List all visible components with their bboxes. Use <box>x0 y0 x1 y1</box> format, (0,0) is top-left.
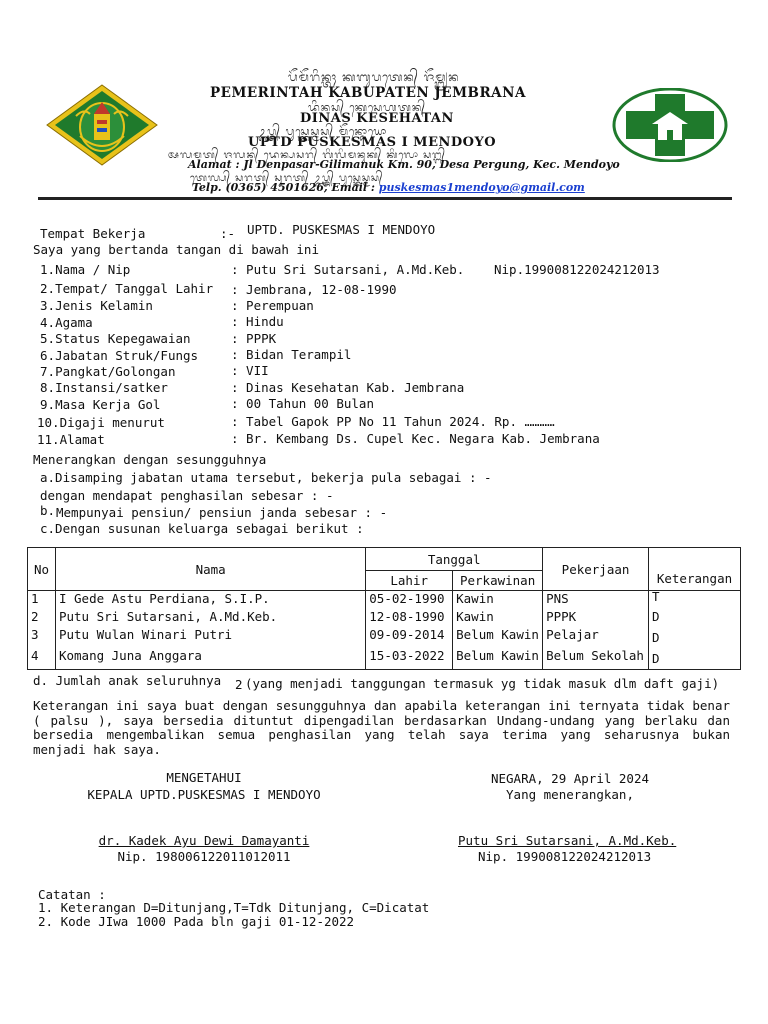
field-value-nip: Nip.199008122024212013 <box>494 262 660 277</box>
letterhead-balinese-line-2: ᬤᬶᬦᬲ᭄ ᬓᬾᬲᬾᬳᬢᬦ᭄ <box>308 101 427 114</box>
table-row <box>28 627 741 648</box>
field-value-instansi: : Dinas Kesehatan Kab. Jembrana <box>231 380 465 395</box>
statement-b-letter: b. <box>40 503 56 518</box>
field-label: Status Kepegawaian <box>55 331 191 346</box>
table-row <box>28 591 741 610</box>
cell-no: 3 <box>28 627 56 648</box>
field-label: Nama / Nip <box>55 262 131 277</box>
field-value-status: : PPPK <box>231 331 277 346</box>
field-number: 1. <box>40 262 56 277</box>
right-signature-name: Putu Sri Sutarsani, A.Md.Keb. <box>458 833 677 848</box>
field-label: Instansi/satker <box>55 380 168 395</box>
field-value-masa-kerja: : 00 Tahun 00 Bulan <box>231 396 374 411</box>
family-table <box>27 547 741 670</box>
letterhead-balinese-line-3: ᬉᬧ᭄ᬢ᭄ᬤ᭄ ᬧᬸᬲ᭄ᬓᬾᬲ᭄ᬫᬲ᭄ ᬫᭂᬦ᭄ᬤᭀᬬᭀ <box>258 125 388 138</box>
letterhead-contact <box>192 181 585 194</box>
cell-lahir: 15-03-2022 <box>366 648 453 670</box>
field-row-agama <box>40 315 93 330</box>
field-value-pangkat: : VII <box>231 363 269 378</box>
children-label: d. Jumlah anak seluruhnya <box>33 673 222 688</box>
cell-keterangan: T <box>648 591 740 610</box>
workplace-label: Tempat Bekerja <box>40 226 146 241</box>
cell-lahir: 12-08-1990 <box>366 609 453 627</box>
children-note: (yang menjadi tanggungan termasuk yg tidak masuk dlm daft gaji) <box>245 676 720 691</box>
right-signature-nip <box>478 849 651 864</box>
field-number: 9. <box>40 397 56 412</box>
cell-pekerjaan: PPPK <box>543 609 649 627</box>
letterhead-address: Alamat : Jl Denpasar-Gilimanuk Km. 90, Desa Pergung, Kec. Mendoyo <box>188 158 620 171</box>
field-row-status <box>40 331 191 346</box>
header-tanggal: Tanggal <box>366 548 543 571</box>
intro-text: Saya yang bertanda tangan di bawah ini <box>33 242 319 257</box>
left-signature-position: KEPALA UPTD.PUSKESMAS I MENDOYO <box>87 787 321 802</box>
field-label: Jabatan Struk/Fungs <box>55 348 199 363</box>
statement-b: Mempunyai pensiun/ pensiun janda sebesar : - <box>56 505 388 520</box>
jembrana-regency-emblem-icon <box>46 84 158 166</box>
field-number: 4. <box>40 315 56 330</box>
field-row-jabatan <box>40 348 198 363</box>
declaration-paragraph: Keterangan ini saya buat dengan sesungguhnya dan apabila keterangan ini ternyata tidak benar ( palsu ), saya bersedia dituntut dipengadilan berdasarkan Undang-undang yang berlaku dan bersedia mengembalikan semua penghasilan yang telah saya terima yang seharusnya bukan menjadi hak saya. <box>33 698 730 757</box>
field-number: 2. <box>40 281 56 296</box>
cell-perkawinan: Belum Kawin <box>453 627 543 648</box>
statement-income: dengan mendapat penghasilan sebesar : - <box>40 488 334 503</box>
cell-nama: Putu Wulan Winari Putri <box>55 627 365 648</box>
letterhead-balinese-line-4: ᬅᬮᬫᬢ᭄ ᬚᬮᬦ᭄ ᬤᬾᬦ᭄ᬧᬲᬭ᭄ ᬕᬶᬮᬶᬫᬦᬸᬓ᭄ ᬓᬶᬮᭀ ᬲᬗ᭄ᬗ᭄ <box>168 150 446 161</box>
letterhead-divider <box>38 197 732 200</box>
cell-lahir: 05-02-1990 <box>366 591 453 610</box>
field-value-agama: : Hindu <box>231 314 284 329</box>
field-label: Masa Kerja Gol <box>55 397 161 412</box>
cell-perkawinan: Kawin <box>453 591 543 610</box>
field-value-digaji: : Tabel Gapok PP No 11 Tahun 2024. Rp. ………… <box>231 414 555 429</box>
header-perkawinan: Perkawinan <box>453 571 543 591</box>
field-row-pangkat <box>40 364 175 379</box>
header-no: No <box>28 548 56 591</box>
table-row <box>28 609 741 627</box>
field-value-alamat: : Br. Kembang Ds. Cupel Kec. Negara Kab. Jembrana <box>231 431 600 446</box>
header-keterangan: Keterangan <box>648 548 740 591</box>
cell-nama: I Gede Astu Perdiana, S.I.P. <box>55 591 365 610</box>
workplace-value: UPTD. PUSKESMAS I MENDOYO <box>247 222 436 237</box>
children-count: 2 <box>235 677 243 692</box>
field-value-nama: : Putu Sri Sutarsani, A.Md.Keb. <box>231 262 465 277</box>
field-row-digaji <box>37 415 165 430</box>
agency-name: DINAS KESEHATAN <box>300 111 454 126</box>
field-label: Digaji menurut <box>59 415 165 430</box>
left-signature-title: MENGETAHUI <box>166 770 242 785</box>
cell-keterangan: D <box>648 627 740 648</box>
right-place-date: NEGARA, 29 April 2024 <box>490 771 650 786</box>
email-link[interactable]: puskesmas1mendoyo@gmail.com <box>378 181 585 194</box>
workplace-separator: :- <box>220 226 236 241</box>
field-number: 10. <box>37 415 60 430</box>
puskesmas-green-cross-icon <box>612 88 728 162</box>
field-row-masa-kerja <box>40 397 160 412</box>
field-number: 7. <box>40 364 56 379</box>
header-pekerjaan: Pekerjaan <box>543 548 649 591</box>
cell-pekerjaan: PNS <box>543 591 649 610</box>
cell-nama: Putu Sri Sutarsani, A.Md.Keb. <box>55 609 365 627</box>
field-label: Pangkat/Golongan <box>55 364 176 379</box>
cell-pekerjaan: Pelajar <box>543 627 649 648</box>
field-number: 5. <box>40 331 56 346</box>
field-row-alamat <box>37 432 105 447</box>
cell-nama: Komang Juna Anggara <box>55 648 365 670</box>
statement-a: a.Disamping jabatan utama tersebut, bekerja pula sebagai : - <box>40 470 492 485</box>
letterhead-balinese-line-1: ᬧᭂᬫᭂᬭᬶᬦ᭄ᬢᬄ ᬓᬩᬸᬧᬢᬾᬦ᭄ ᬚᭂᬫ᭄ᬩ᭄ᬭᬦ <box>288 70 460 84</box>
header-nama: Nama <box>55 548 365 591</box>
government-name: PEMERINTAH KABUPATEN JEMBRANA <box>210 85 526 101</box>
note-item: 1. Keterangan D=Ditunjang,T=Tdk Ditunjang, C=Dicatat <box>38 900 430 915</box>
right-nip-label: Nip. <box>478 849 509 864</box>
field-label: Agama <box>55 315 93 330</box>
cell-keterangan: D <box>648 648 740 670</box>
field-value-ttl: : Jembrana, 12-08-1990 <box>231 282 397 297</box>
field-number: 8. <box>40 380 56 395</box>
letterhead-balinese-line-5: ᬢᬾᬮ᭄ᬧ᭄ ᬲᬭᬢ᭄ ᬲᬸᬭᬢ᭄ ᬉᬧ᭄ᬢ᭄ᬤ᭄ ᬧᬸᬲ᭄ᬓᬾᬲ᭄ᬫᬲ᭄ <box>190 173 384 184</box>
note-item: 2. Kode JIwa 1000 Pada bln gaji 01-12-2022 <box>38 914 355 929</box>
table-row <box>28 648 741 670</box>
cell-keterangan: D <box>648 609 740 627</box>
field-number: 6. <box>40 348 56 363</box>
field-number: 3. <box>40 298 56 313</box>
statement-heading: Menerangkan dengan sesungguhnya <box>33 452 267 467</box>
cell-no: 4 <box>28 648 56 670</box>
right-nip-value: 199008122024212013 <box>515 849 652 864</box>
phone-label: Telp. (0365) 4501626, Email : <box>192 181 375 194</box>
field-row-ttl <box>40 281 213 296</box>
field-value-jenis-kelamin: : Perempuan <box>231 298 314 313</box>
cell-no: 2 <box>28 609 56 627</box>
notes-heading: Catatan : <box>38 887 106 902</box>
field-number: 11. <box>37 432 60 447</box>
unit-name: UPTD PUSKESMAS I MENDOYO <box>248 135 497 150</box>
cell-perkawinan: Belum Kawin <box>453 648 543 670</box>
left-signature-nip: Nip. 198006122011012011 <box>117 849 291 864</box>
right-signature-role: Yang menerangkan, <box>506 787 634 802</box>
cell-perkawinan: Kawin <box>453 609 543 627</box>
cell-no: 1 <box>28 591 56 610</box>
field-value-jabatan: : Bidan Terampil <box>231 347 352 362</box>
left-signature-name: dr. Kadek Ayu Dewi Damayanti <box>98 833 310 848</box>
cell-lahir: 09-09-2014 <box>366 627 453 648</box>
cell-pekerjaan: Belum Sekolah <box>543 648 649 670</box>
statement-c: c.Dengan susunan keluarga sebagai berikut : <box>40 521 364 536</box>
field-row-nama <box>40 262 130 277</box>
field-label: Alamat <box>59 432 105 447</box>
field-label: Jenis Kelamin <box>55 298 153 313</box>
header-lahir: Lahir <box>366 571 453 591</box>
field-row-instansi <box>40 380 168 395</box>
field-label: Tempat/ Tanggal Lahir <box>55 281 214 296</box>
field-row-jenis-kelamin <box>40 298 153 313</box>
